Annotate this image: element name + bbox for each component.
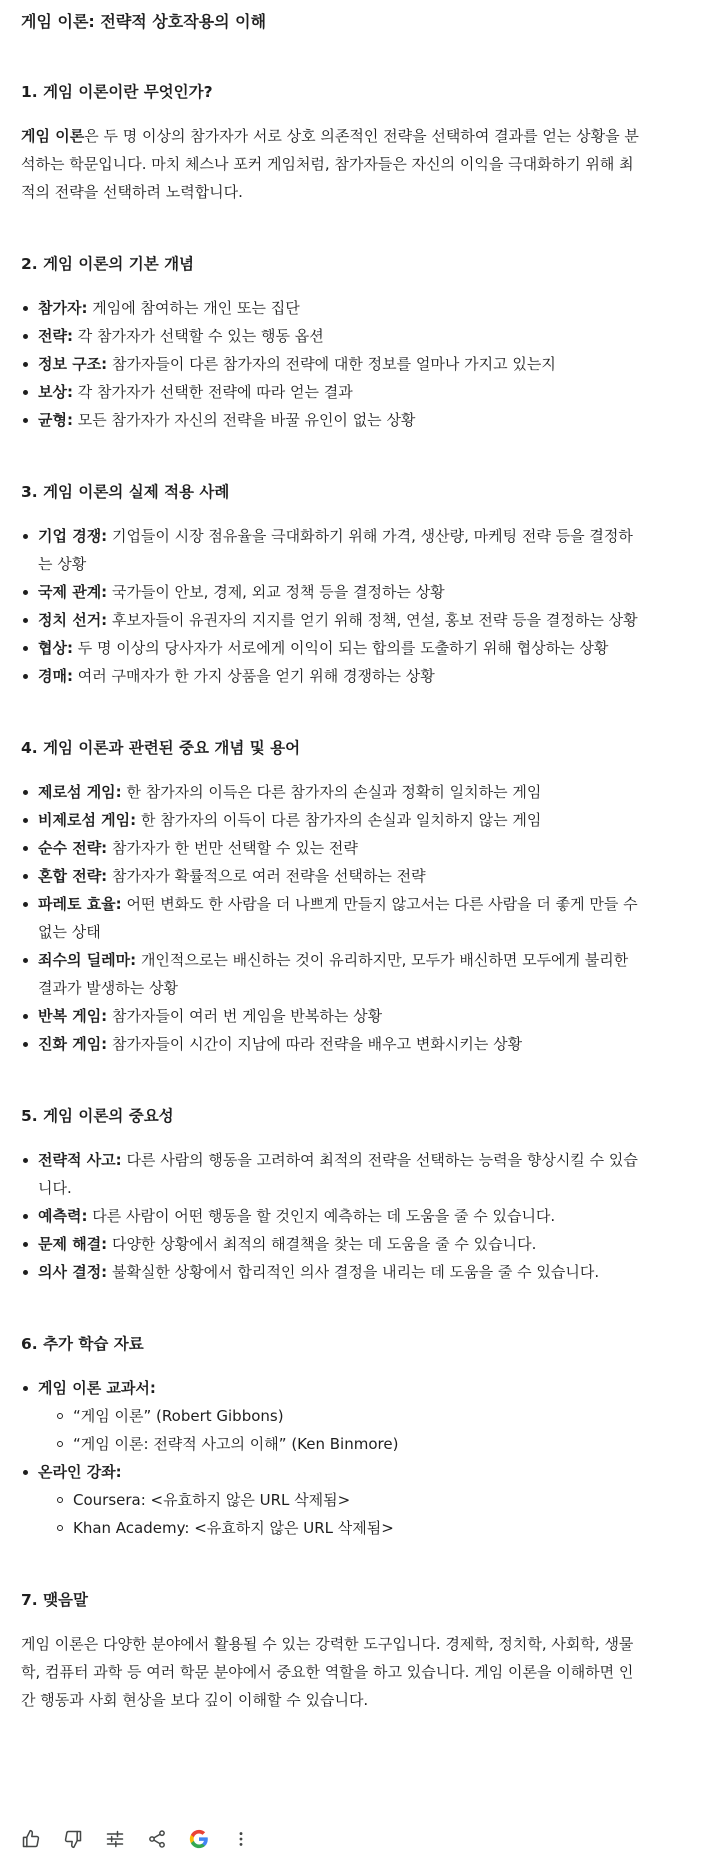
list-item: [21, 294, 643, 322]
list-item: [21, 606, 643, 634]
sub-list-item: “게임 이론: 전략적 사고의 이해” (Ken Binmore): [56, 1430, 643, 1458]
item-desc: 다양한 상황에서 최적의 해결책을 찾는 데 도움을 줄 수 있습니다.: [107, 1235, 537, 1253]
list-item: [21, 1374, 643, 1458]
item-desc: 다른 사람의 행동을 고려하여 최적의 전략을 선택하는 능력을 향상시킬 수 있습니다.: [38, 1151, 638, 1197]
response-action-toolbar: [21, 1826, 273, 1852]
item-term: 온라인 강좌:: [38, 1463, 122, 1481]
item-term: 비제로섬 게임:: [38, 811, 137, 829]
section-heading: 5. 게임 이론의 중요성: [21, 1107, 174, 1125]
list-item: [21, 378, 643, 406]
item-desc: 참가자들이 다른 참가자의 전략에 대한 정보를 얼마나 가지고 있는지: [107, 355, 556, 373]
list-item: [21, 350, 643, 378]
section-key-terms: [21, 738, 643, 1058]
thumbs-down-button[interactable]: [63, 1826, 105, 1852]
item-desc: 국가들이 안보, 경제, 외교 정책 등을 결정하는 상황: [107, 583, 445, 601]
list-item: [21, 1458, 643, 1542]
item-term: 전략:: [38, 327, 73, 345]
bullet-list: [21, 294, 643, 434]
item-term: 혼합 전략:: [38, 867, 108, 885]
item-term: 정치 선거:: [38, 611, 108, 629]
item-term: 진화 게임:: [38, 1035, 108, 1053]
list-item: [21, 834, 643, 862]
bullet-list: [21, 1146, 643, 1286]
section-basic-concepts: [21, 254, 643, 434]
section-heading: 2. 게임 이론의 기본 개념: [21, 255, 195, 273]
response-content: [21, 12, 643, 1714]
list-item: [21, 890, 643, 946]
sub-list-item: Khan Academy: <유효하지 않은 URL 삭제됨>: [56, 1514, 643, 1542]
list-item: [21, 1202, 643, 1230]
item-term: 제로섬 게임:: [38, 783, 122, 801]
sub-list-item: Coursera: <유효하지 않은 URL 삭제됨>: [56, 1486, 643, 1514]
item-term: 국제 관계:: [38, 583, 108, 601]
item-term: 균형:: [38, 411, 73, 429]
item-desc: 후보자들이 유권자의 지지를 얻기 위해 정책, 연설, 홍보 전략 등을 결정하는 상황: [107, 611, 638, 629]
share-button[interactable]: [147, 1826, 189, 1852]
list-item: [21, 1146, 643, 1202]
item-desc: 참가자가 확률적으로 여러 전략을 선택하는 전략: [107, 867, 426, 885]
bullet-list: [21, 778, 643, 1058]
more-vert-icon: [231, 1829, 251, 1849]
bold-term: 게임 이론: [21, 127, 85, 145]
list-item: [21, 406, 643, 434]
modify-response-button[interactable]: [105, 1826, 147, 1852]
item-term: 반복 게임:: [38, 1007, 108, 1025]
item-desc: 게임에 참여하는 개인 또는 집단: [87, 299, 300, 317]
item-desc: 기업들이 시장 점유율을 극대화하기 위해 가격, 생산량, 마케팅 전략 등을 결정하는 상황: [38, 527, 633, 573]
item-desc: 참가자들이 여러 번 게임을 반복하는 상황: [107, 1007, 383, 1025]
item-term: 기업 경쟁:: [38, 527, 108, 545]
item-desc: 개인적으로는 배신하는 것이 유리하지만, 모두가 배신하면 모두에게 불리한 결과가 발생하는 상황: [38, 951, 629, 997]
thumbs-up-button[interactable]: [21, 1826, 63, 1852]
bullet-list: [21, 522, 643, 690]
item-term: 게임 이론 교과서:: [38, 1379, 156, 1397]
thumbs-up-icon: [21, 1829, 41, 1849]
section-applications: [21, 482, 643, 690]
item-desc: 어떤 변화도 한 사람을 더 나쁘게 만들지 않고서는 다른 사람을 더 좋게 만들 수 없는 상태: [38, 895, 638, 941]
section-heading: 1. 게임 이론이란 무엇인가?: [21, 83, 213, 101]
page-title: 게임 이론: 전략적 상호작용의 이해: [21, 12, 267, 31]
section-heading: 7. 맺음말: [21, 1591, 88, 1609]
list-item: [21, 322, 643, 350]
list-item: [21, 1030, 643, 1058]
item-desc: 한 참가자의 이득이 다른 참가자의 손실과 일치하지 않는 게임: [136, 811, 542, 829]
item-desc: 불확실한 상황에서 합리적인 의사 결정을 내리는 데 도움을 줄 수 있습니다.: [107, 1263, 600, 1281]
item-term: 보상:: [38, 383, 73, 401]
double-check-google-button[interactable]: [189, 1826, 231, 1852]
list-item: [21, 522, 643, 578]
list-item: [21, 1002, 643, 1030]
item-term: 죄수의 딜레마:: [38, 951, 137, 969]
google-g-icon: [189, 1829, 209, 1849]
item-term: 참가자:: [38, 299, 88, 317]
item-term: 문제 해결:: [38, 1235, 108, 1253]
section-heading: 3. 게임 이론의 실제 적용 사례: [21, 483, 230, 501]
item-desc: 각 참가자가 선택할 수 있는 행동 옵션: [72, 327, 324, 345]
bullet-list: [21, 1374, 643, 1542]
section-heading: 6. 추가 학습 자료: [21, 1335, 144, 1353]
item-desc: 두 명 이상의 당사자가 서로에게 이익이 되는 합의를 도출하기 위해 협상하는 상황: [72, 639, 609, 657]
item-desc: 각 참가자가 선택한 전략에 따라 얻는 결과: [72, 383, 353, 401]
section-paragraph: [21, 122, 643, 206]
item-term: 순수 전략:: [38, 839, 108, 857]
list-item: [21, 946, 643, 1002]
list-item: [21, 578, 643, 606]
section-importance: [21, 1106, 643, 1286]
share-icon: [147, 1829, 167, 1849]
sub-list: [38, 1486, 643, 1542]
list-item: [21, 862, 643, 890]
section-resources: [21, 1334, 643, 1542]
paragraph-text: 게임 이론은 다양한 분야에서 활용될 수 있는 강력한 도구입니다. 경제학, 정치학, 사회학, 생물학, 컴퓨터 과학 등 여러 학문 분야에서 중요한 역할을 하고 있습니다. 게임 이론을 이해하면 인간 행동과 사회 현상을 보다 깊이 이해할 수 있습니다.: [21, 1635, 634, 1709]
paragraph-text: 은 두 명 이상의 참가자가 서로 상호 의존적인 전략을 선택하여 결과를 얻는 상황을 분석하는 학문입니다. 마치 체스나 포커 게임처럼, 참가자들은 자신의 이익을 극대화하기 위해 최적의 전략을 선택하려 노력합니다.: [21, 127, 639, 201]
section-what-is: [21, 82, 643, 206]
item-term: 협상:: [38, 639, 73, 657]
sub-list: [38, 1402, 643, 1458]
sub-list-item: “게임 이론” (Robert Gibbons): [56, 1402, 643, 1430]
item-desc: 여러 구매자가 한 가지 상품을 얻기 위해 경쟁하는 상황: [72, 667, 435, 685]
list-item: [21, 1230, 643, 1258]
thumbs-down-icon: [63, 1829, 83, 1849]
item-term: 의사 결정:: [38, 1263, 108, 1281]
item-term: 정보 구조:: [38, 355, 108, 373]
section-conclusion: [21, 1590, 643, 1714]
item-desc: 다른 사람이 어떤 행동을 할 것인지 예측하는 데 도움을 줄 수 있습니다.: [87, 1207, 556, 1225]
list-item: [21, 1258, 643, 1286]
more-options-button[interactable]: [231, 1826, 273, 1852]
item-term: 전략적 사고:: [38, 1151, 122, 1169]
section-heading: 4. 게임 이론과 관련된 중요 개념 및 용어: [21, 739, 301, 757]
list-item: [21, 806, 643, 834]
list-item: [21, 662, 643, 690]
item-term: 예측력:: [38, 1207, 88, 1225]
item-desc: 참가자가 한 번만 선택할 수 있는 전략: [107, 839, 358, 857]
list-item: [21, 778, 643, 806]
item-term: 경매:: [38, 667, 73, 685]
list-item: [21, 634, 643, 662]
tune-icon: [105, 1829, 125, 1849]
item-term: 파레토 효율:: [38, 895, 122, 913]
item-desc: 모든 참가자가 자신의 전략을 바꿀 유인이 없는 상황: [72, 411, 416, 429]
item-desc: 한 참가자의 이득은 다른 참가자의 손실과 정확히 일치하는 게임: [121, 783, 542, 801]
item-desc: 참가자들이 시간이 지남에 따라 전략을 배우고 변화시키는 상황: [107, 1035, 523, 1053]
